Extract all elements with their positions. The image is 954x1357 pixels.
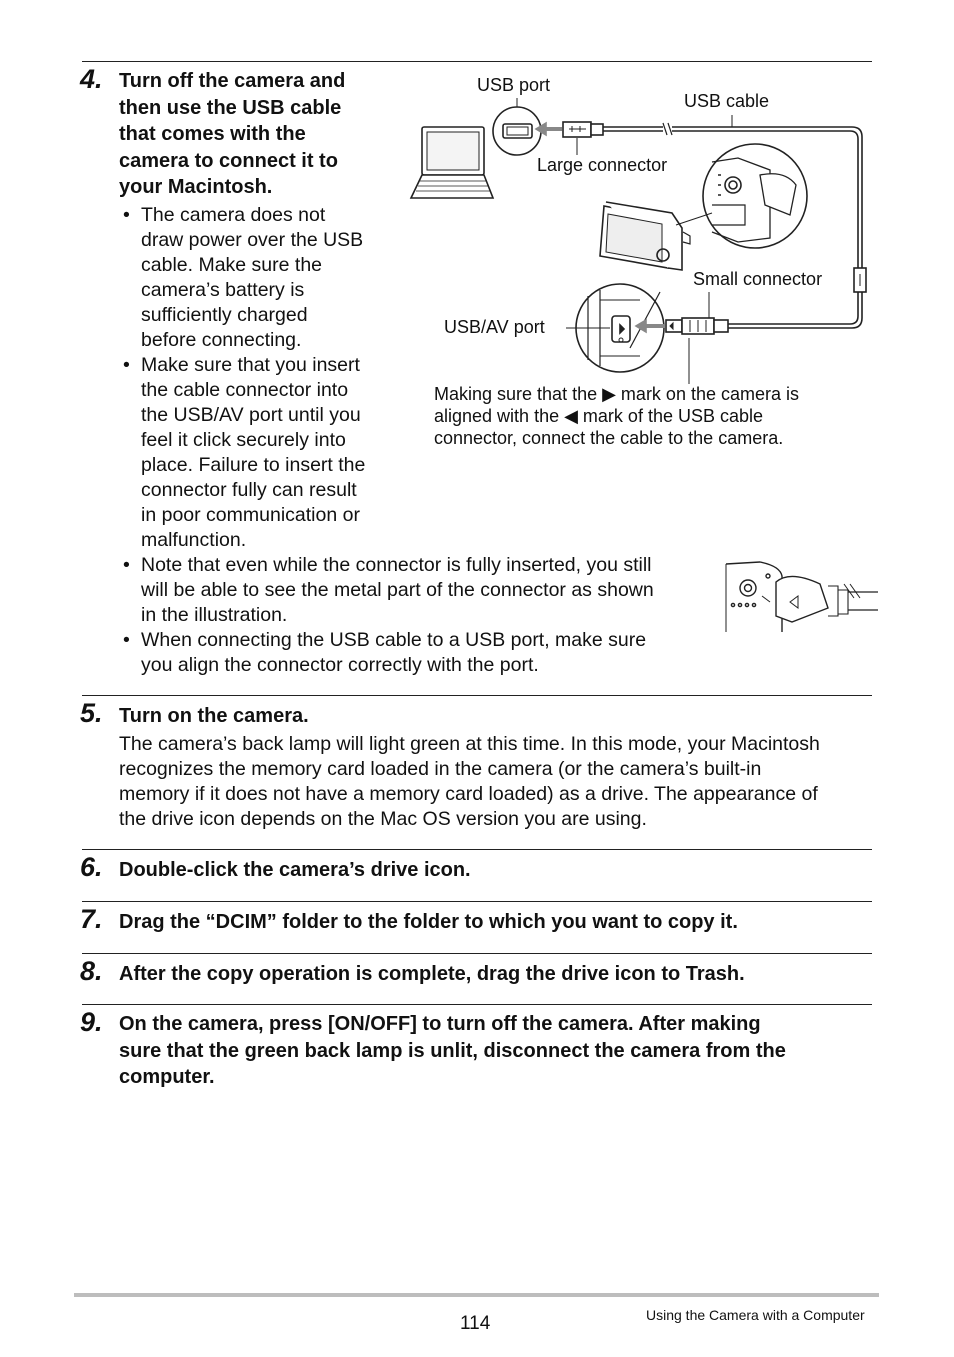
step-6-heading: Double-click the camera’s drive icon.: [119, 859, 471, 881]
rule-step-7: [82, 901, 872, 902]
usb-port-magnifier: [493, 107, 541, 155]
small-connector-icon: [666, 318, 728, 334]
usb-cable-label: USB cable: [684, 91, 770, 111]
step-7-heading: Drag the “DCIM” folder to the folder to which you want to copy it.: [119, 911, 738, 933]
step-4-number: 4.: [80, 64, 103, 94]
usb-connection-diagram: [0, 0, 954, 400]
step-4-bullet-4: • When connecting the USB cable to a USB port, make sure you align the connector correctly with the port.: [123, 629, 647, 676]
step-5-heading: Turn on the camera.: [119, 705, 309, 727]
step-4-bullet-3: • Note that even while the connector is fully inserted, you still will be able to see the metal part of the connector as shown in the illustration.: [123, 554, 654, 626]
usb-port-label: USB port: [477, 75, 551, 95]
step-9-heading: On the camera, press [ON/OFF] to turn off the camera. After making sure that the green back lamp is unlit, disconnect the camera from the computer.: [119, 1013, 786, 1088]
rule-step-6: [82, 849, 872, 850]
small-connector-label: Small connector: [693, 269, 823, 289]
large-connector-label: Large connector: [537, 155, 668, 175]
step-6-number: 6.: [80, 852, 103, 882]
large-connector-icon: [563, 122, 603, 137]
page-number: 114: [460, 1313, 491, 1334]
step-7-number: 7.: [80, 904, 103, 934]
step-5-body: The camera’s back lamp will light green at this time. In this mode, your Macintosh recognizes the memory card loaded in the camera (or the camera’s built-in memory if it does not have a memory card loaded) as a drive. The appearance of the drive icon depends on the Mac OS version you are using.: [119, 733, 820, 830]
laptop-icon: [411, 127, 493, 198]
usb-av-port-label: USB/AV port: [444, 317, 545, 337]
diagram-caption: Making sure that the ▶ mark on the camera is aligned with the ◀ mark of the USB cable connector, connect the cable to the camera.: [434, 384, 800, 448]
connector-detail-illustration: [720, 556, 880, 636]
rule-step-8: [82, 953, 872, 954]
step-4-bullet-2: • Make sure that you insert the cable connector into the USB/AV port until you feel it click securely into place. Failure to insert the connector fully can result in poor communication or malfunction.: [123, 354, 366, 551]
step-4-heading: Turn off the camera and then use the USB cable that comes with the camera to connect it to your Macintosh.: [119, 70, 346, 198]
rule-step-9: [82, 1004, 872, 1005]
step-8-heading: After the copy operation is complete, drag the drive icon to Trash.: [119, 963, 745, 985]
footer-section-title: Using the Camera with a Computer: [646, 1307, 865, 1323]
step-8-number: 8.: [80, 956, 103, 986]
footer-divider: [74, 1293, 879, 1297]
step-4-bullet-1: • The camera does not draw power over the USB cable. Make sure the camera’s battery is sufficiently charged before connecting.: [123, 204, 364, 351]
camera-icon: [600, 202, 712, 270]
step-9-number: 9.: [80, 1007, 103, 1037]
step-5-number: 5.: [80, 698, 103, 728]
rule-step-5: [82, 695, 872, 696]
